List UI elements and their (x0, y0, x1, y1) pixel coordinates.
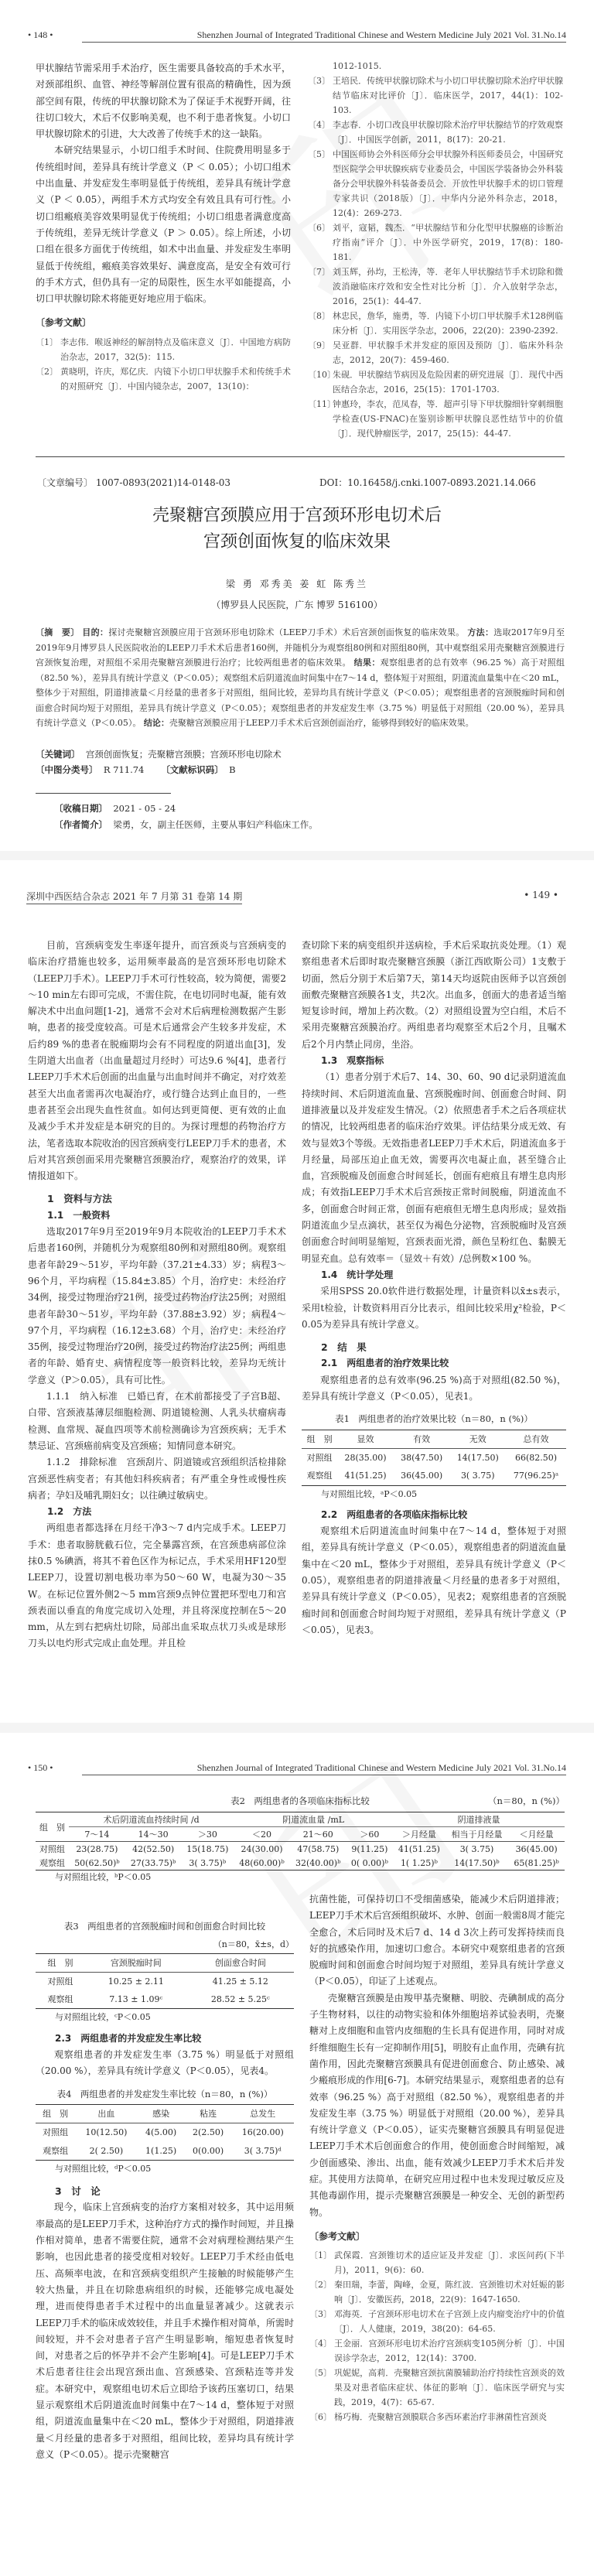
table-2-unit: （n＝80，n (%)） (487, 1795, 565, 1806)
table-cell: 1(1.25) (138, 2142, 185, 2161)
table-2-block (36, 1795, 565, 1888)
table-header-cell: ＜月经量 (508, 1827, 565, 1842)
table-cell: 观察组 (36, 2142, 75, 2161)
keywords: 宫颈创面恢复；壳聚糖宫颈膜；宫颈环形电切除术 (85, 749, 282, 760)
reference-number: 〔11〕 (308, 399, 336, 409)
reference-item (309, 2366, 565, 2410)
abstract-part-label: 目的： (82, 627, 109, 637)
table-row (36, 1972, 294, 1990)
reference-item (309, 2410, 565, 2424)
reference-number: 〔3〕 (308, 76, 330, 86)
subsection-heading: 2.2 两组患者的各项临床指标比较 (321, 1508, 468, 1520)
subsection-heading: 2.1 两组患者的治疗效果比较 (321, 1358, 449, 1369)
table-header-cell: 组 别 (302, 1430, 337, 1448)
abstract-part-label: 结论： (143, 718, 169, 728)
table-row (36, 1990, 294, 2009)
table-row (36, 1842, 565, 1857)
right-column (308, 59, 563, 441)
reference-number: 〔1〕 (309, 2250, 332, 2261)
table-3-unit: （n＝80，x̄±s，d） (213, 1939, 294, 1950)
subsection-heading: 1.3 观察指标 (321, 1055, 384, 1067)
page-number: • 149 • (524, 890, 558, 900)
table-header-cell: 无效 (449, 1430, 506, 1448)
table-1-caption: 表1 两组患者的治疗效果比较（n＝80，n (%)） (335, 1413, 533, 1425)
table-3-caption: 表3 两组患者的宫颈脱痂时间和创面愈合时间比较 (63, 1921, 266, 1932)
table-cell: 16(20.00) (241, 2127, 284, 2138)
article-number: 1007-0893(2021)14-0148-03 (95, 477, 231, 488)
table-cell: 36(45.00) (515, 1843, 558, 1854)
table-header-cell: 有效 (394, 1430, 450, 1448)
reference-item (309, 2307, 565, 2336)
reference-item (309, 2277, 565, 2307)
table-cell: 15(18.75) (186, 1843, 229, 1854)
table-4-note: 与对照组比较，ᵈP＜0.05 (55, 2163, 152, 2174)
table-cell: 3( 3.75) (459, 1843, 494, 1854)
table-2 (36, 1812, 565, 1871)
table-header-cell: 出血 (75, 2104, 137, 2123)
table-3-note: 与对照组比较，ᶜP＜0.05 (55, 2012, 151, 2023)
reference-item (308, 367, 563, 397)
table-cell: 对照组 (43, 2127, 69, 2138)
page-number: • 148 • (28, 29, 53, 40)
table-group-header: 阴道排液量 (393, 1812, 565, 1827)
reference-item (308, 265, 563, 309)
reference-text: 黄晓明，许庆，郑亿庆．内镜下小切口甲状腺手术和传统手术的对照研究〔J〕．中国内镜杂志，2007，13(10)： (60, 366, 291, 391)
reference-text: 中国医师协会外科医师分会甲状腺外科医师委员会，中国研究型医院学会甲状腺疾病专业委员会，中国医学装备协会外科装备分会甲状腺外科装备委员会．开放性甲状腺手术的切口管理专家共识（2018版）〔J〕．中华内分泌外科杂志，2018，12(4)：269-273. (333, 149, 563, 218)
table-cell: 观察组 (36, 1856, 69, 1871)
table-cell: 对照组 (39, 1844, 66, 1854)
reference-text: 巩妮妮，高莉．壳聚糖宫颈抗菌膜辅助治疗持续性宫颈炎的效果及对患者临床症状、体征的影响〔J〕．临床医学研究与实践，2019，4(7)：65-67. (334, 2368, 565, 2408)
reference-item (308, 147, 563, 220)
table-cell: 50(62.50)ᵇ (69, 1856, 125, 1871)
table-cell: 3( 3.75)ᵈ (232, 2142, 294, 2161)
table-cell: 66(82.50) (514, 1452, 558, 1463)
affiliation: （博罗县人民医院，广东 博罗 516100） (211, 600, 383, 610)
article-title (0, 503, 594, 555)
reference-text: 1012-1015. (333, 61, 382, 71)
right-column-text (302, 1507, 566, 1638)
table-cell: 4(5.00) (145, 2127, 177, 2138)
reference-item (308, 220, 563, 265)
table-header-cell: 7～14 (69, 1827, 125, 1842)
table-cell: 2(2.50) (193, 2127, 224, 2138)
reference-number: 〔10〕 (308, 370, 336, 380)
left-column (36, 60, 291, 394)
subsection-heading: 1.2 方法 (47, 1506, 92, 1518)
reference-text: 武保霞．宫颈锥切术的适应证及并发症〔J〕．求医问药(下半月)，2011，9(6)：60. (334, 2250, 565, 2276)
paragraph: 1.1.2 排除标准 宫颈刮片、阴道镜或宫颈组织活检排除宫颈恶性病变者；有其他妇科疾病者；有严重全身性或慢性疾病者；孕妇及哺乳期妇女；以往碘过敏病史。 (28, 1457, 286, 1501)
table-1 (302, 1430, 566, 1486)
abstract-part-label: 结果： (353, 658, 381, 668)
reference-item (36, 335, 291, 364)
table-cell: 48(60.00)ᵇ (234, 1856, 290, 1871)
table-cell: 9(11.25) (351, 1843, 388, 1854)
table-cell: 36(45.00) (394, 1467, 450, 1485)
page-header (28, 1762, 566, 1779)
abstract-part-text: 壳聚糖宫颈膜应用于LEEP刀手术术后宫颈创面治疗，能够得到较好的临床效果。 (169, 718, 474, 728)
reference-text: 李志春．小切口改良甲状腺切除术治疗甲状腺结节的疗效观察〔J〕．中国医学创新，2011，8(17)：20-21. (333, 120, 563, 145)
table-1-note: 与对照组比较，ᵃP＜0.05 (321, 1488, 418, 1499)
right-column-text (302, 938, 566, 1405)
table-cell: 7.13 ± 1.09ᶜ (85, 1990, 187, 2009)
journal-title: 深圳中西医结合杂志 2021 年 7 月第 31 卷第 14 期 (26, 890, 242, 904)
table-header-cell: 14～30 (125, 1827, 182, 1842)
table-cell: 47(58.75) (297, 1843, 340, 1854)
reference-number: 〔6〕 (308, 223, 330, 233)
table-row (302, 1448, 566, 1467)
doi-label: DOI： (319, 477, 348, 488)
table-2-note: 与对照组比较，ᵇP＜0.05 (55, 1872, 152, 1882)
table-cell: 41(51.25) (337, 1467, 394, 1485)
page-header (28, 29, 566, 46)
page-150 (0, 1733, 594, 2576)
reference-text: 邓海英．子宫颈环形电切术在子宫颈上皮内瘤变治疗中的价值〔J〕．人人健康，2019，38(20)：64-65. (334, 2309, 565, 2335)
table-cell: 14(17.50) (456, 1452, 499, 1463)
paragraph: 壳聚糖宫颈膜是由羧甲基壳聚糖、明胶、壳碘制成的高分子生物材料，以往的动物实验和体外细胞培养试验表明，壳聚糖对上皮细胞和血管内皮细胞的生长具有促进作用，同时对成纤维细胞生长有一定抑制作用[5]，明胶有止血作用，壳碘有抗菌作用，因此壳聚糖宫颈膜具有促进创面愈合、防止感染、减少瘢痕形成的作用[6-7]。本研究结果显示，观察组患者的总有效率（96.25 %）高于对照组（82.50 %），观察组患者的并发症发生率（3.75 %）明显低于对照组（20.00 %），差异具有统计学意义（P＜0.05），证实壳聚糖宫颈膜具有明显促进LEEP刀手术术后创面愈合的作用，使创面愈合时间缩短，减少创面感染、渗出、出血，能有效减少LEEP刀手术术后并发症。其使用方法简单，在研究应用过程中也未发现过敏反应及其他毒副作用，提示壳聚糖宫颈膜是一种安全、无创的新型药物。 (309, 1992, 565, 2218)
table-header-cell: 总有效 (506, 1430, 566, 1448)
table-cell: 14(17.50)ᵇ (446, 1856, 508, 1871)
reference-item (308, 73, 563, 118)
table-row (36, 2142, 294, 2161)
table-3 (36, 1953, 294, 2010)
table-header-cell: 粘连 (185, 2104, 232, 2123)
author-bio-label: 〔作者简介〕 (54, 819, 108, 830)
reference-text: 秦田瑞，李蕾，陶峰，金夏，陈红波．宫颈锥切术对妊娠的影响〔J〕．安徽医药，2018，22(9)：1647-1650. (334, 2280, 565, 2305)
abstract-part-text: 选取2017年9月至2019年9月博罗县人民医院收治的LEEP刀手术术后患者160例，并随机分为观察组80例和对照组80例，其中观察组采用壳聚糖宫颈膜进行宫颈恢复治理，对照组不采用壳聚糖宫颈膜进行治疗；比较两组患者的临床效果。 (36, 627, 565, 668)
table-header-cell: 组 别 (36, 2104, 75, 2123)
footnote-divider (36, 793, 171, 794)
table-cell: 10(12.50) (85, 2127, 128, 2138)
reference-number: 〔4〕 (309, 2339, 332, 2349)
paragraph: 本研究结果显示，小切口组手术时间、住院费用明显多于传统组时间，差异具有统计学意义（P ＜ 0.05）；小切口组术中出血量、并发症发生率明显低于传统组，差异具有统计学意义（P ＜ 0.05），两组手术方式均安全有效且具有可行性。小切口组瘢痕美容效果明显优于传统组；小切口组患者满意度高于传统组，差异无统计学意义（P ＞ 0.05）。综上所述，小切口组在很多方面优于传统组，如术中出血量、并发症发生率明显低于传统组，瘢痕美容效果好、满意度高，是安全有效可行的手术方式，但仍具有一定的局限性，医生水平如能提高，小切口甲状腺切除术将能更好地应用于临床。 (36, 145, 291, 305)
table-cell: 38(47.50) (401, 1452, 443, 1463)
table-header-cell: 宫颈脱痂时间 (85, 1953, 187, 1972)
footnote (54, 801, 318, 833)
keywords-block (36, 746, 282, 777)
table-cell: 24(30.00) (241, 1843, 283, 1854)
journal-title: Shenzhen Journal of Integrated Traditional Chinese and Western Medicine July 2021 Vol. 31.No.14 (82, 1762, 566, 1775)
subsection-heading: 1.1 一般资料 (47, 1209, 111, 1221)
reference-item (308, 309, 563, 338)
reference-number: 〔3〕 (309, 2309, 332, 2320)
page-148 (0, 0, 594, 851)
received-label: 〔收稿日期〕 (54, 803, 108, 814)
table-header-cell: 感染 (138, 2104, 185, 2123)
reference-number: 〔4〕 (308, 120, 330, 130)
table-header-cell: 21～60 (290, 1827, 346, 1842)
reference-text: 王金丽．宫颈环形电切术治疗宫颈病变105例分析〔J〕．中国误诊学杂志，2012，12(14)：3700. (334, 2339, 565, 2364)
reference-text: 吴亚群．甲状腺手术并发症的原因及预防〔J〕．临床外科杂志，2012，20(7)：459-460. (333, 340, 563, 365)
paragraph: 查切除下来的病变组织并送病检，手术后采取抗炎处理。（1）观察组患者术后即时取壳聚糖宫颈膜（浙江西欧斯公司）1支敷于切面，然后分别于术后第7天，第14天均返院由医师予以宫颈创面敷壳聚糖宫颈膜各1支，共2次。出血多，创面大的患者适当缩短复诊时间，增加上药次数。（2）对照组设置为空白组，术后不采用壳聚糖宫颈膜治疗。两组患者均观察至术后2个月，且嘱术后2个月内禁止同房，坐浴。 (302, 940, 566, 1050)
paragraph: 现今，临床上宫颈病变的治疗方案相对较多，其中运用频率最高的是LEEP刀手术，这种治疗方式的操作时间短，并且操作相对简单，患者不需要住院，通常不会对病理检测结果产生影响，也因此患者的接受度相对较好。LEEP刀手术经由低电压、高频率电波，在和宫颈病变组织产生接触的时候能够产生较大热量，并且在切除患病组织的时候，还能够完成电凝处理，进而使得患者手术过程中的出血量显著减少。这就表示LEEP刀手术的临床成效较佳，并且手术操作相对简单，所需时间较短，并不会对患者子宫产生明显影响，缩短患者恢复时间，对患者之后的怀孕并不会产生影响[4]。可是LEEP刀手术术后患者往往会出现宫颈出血、宫颈感染、宫颈粘连等并发症。本研究中，观察组电切术后立即给予该药压塞切口，结果显示观察组术后阴道流血时间集中在7～14 d，整体短于对照组，阴道流血量集中在＜20 mL，整体少于对照组，阴道排液量＜月经量的患者多于对照组，组间比较，差异均具有统计学意义（P＜0.05）。提示壳聚糖宫 (36, 2202, 294, 2460)
table-group-header: 阴道流血量 /mL (234, 1812, 393, 1827)
paragraph: 采用SPSS 20.0软件进行数据处理，计量资料以x̄±s表示，采用t检验，计数资料用百分比表示，组间比较采用χ²检验，P＜0.05为差异具有统计学意义。 (302, 1286, 566, 1330)
table-header-cell: 相当于月经量 (446, 1827, 508, 1842)
right-column (302, 938, 566, 1638)
reference-number: 〔1〕 (36, 337, 58, 347)
reference-text: 朱砚．甲状腺结节病因及危险因素的研究进展〔J〕．现代中西医结合杂志，2016，25(15)：1701-1703. (333, 370, 563, 395)
table-row (36, 2123, 294, 2142)
table-cell: 观察组 (36, 1990, 85, 2009)
clc-label: 〔中图分类号〕 (36, 764, 98, 775)
table-cell: 65(81.25)ᵇ (508, 1856, 565, 1871)
reference-text: 刘玉辉，孙均，王松涛，等．老年人甲状腺结节手术切除和微波消融临床疗效和安全性对比分析〔J〕．介入放射学杂志，2016，25(1)：44-47. (333, 267, 563, 306)
abstract-label: 〔摘 要〕 (36, 627, 80, 637)
section-heading: 3 讨 论 (55, 2185, 101, 2198)
table-row (302, 1467, 566, 1485)
table-cell: 42(52.50) (132, 1843, 175, 1854)
table-cell: 28.52 ± 5.25ᶜ (187, 1990, 294, 2009)
doc-code: B (229, 764, 236, 775)
abstract-part-text: 观察组患者的总有效率（96.25 %）高于对照组（82.50 %），差异具有统计学意义（P＜0.05）；观察组术后阴道流血时间集中在7～14 d，整体短于对照组，阴道流血量集中在＜20 mL，整体少于对照组，阴道排液量＜月经量的患者多于对照组，组间比较，差异均具有统计学意义（P＜0.05）；观察组患者的宫颈脱痂时间和创面愈合时间均短于对照组，差异具有统计学意义（P＜0.05）；观察组患者的并发症发生率（3.75 %）明显低于对照组（20.00 %），差异具有统计学意义（P＜0.05）。 (36, 658, 565, 728)
table-cell: 1( 1.25)ᵇ (393, 1856, 446, 1871)
table-header-cell: ＜20 (234, 1827, 290, 1842)
table-4-caption: 表4 两组患者的并发症发生率比较（n＝80，n (%)） (56, 2088, 273, 2099)
reference-number: 〔9〕 (308, 340, 330, 350)
paragraph: 目前，宫颈病变发生率逐年提升，而宫颈炎与宫颈病变的临床治疗措施也较多，运用频率最高的是宫颈环形电切除术（LEEP刀手术）。LEEP刀手术可行性较高，较为简便，需要2～10 min左右即可完成，不需住院，在电切同时电凝，能有效解决术中出血问题[1-2]，通常不会对术后病理检测数据产生影响，患者的接受度较高。可是术后通常会产生较多并发症，术后约89 %的患者在脱痂期均会有不同程度的阴道出血[3]，发生阴道大出血者（出血量超过月经时）可达9.6 %[4]，患者行LEEP刀手术术后创面的出血量与出血时间并不确定，对疗效差甚至大出血者需再次电凝治疗，或行缝合达到止血目的，一些患者甚至会出现失血性贫血。如何达到更简便、更有效的止血及减少手术并发症是本研究的目的。为探讨理想的药物治疗方法，笔者选取本院收治的因宫颈病变行LEEP刀手术的患者，术后对其宫颈创面采用壳聚糖宫颈膜治疗，观察治疗的效果，详情报道如下。 (28, 940, 286, 1182)
table-cell: 27(33.75)ᵇ (125, 1856, 182, 1871)
abstract-part-text: 探讨壳聚糖宫颈膜应用于宫颈环形电切除术（LEEP刀手术）术后宫颈创面恢复的临床效果。 (108, 627, 465, 637)
reference-item (308, 59, 563, 73)
table-cell: 对照组 (306, 1452, 333, 1463)
table-cell: 41(51.25) (398, 1843, 440, 1854)
reference-item (308, 397, 563, 441)
section-heading: 1 资料与方法 (47, 1193, 112, 1205)
reference-number (308, 59, 333, 73)
table-cell: 32(40.00)ᵇ (290, 1856, 346, 1871)
reference-item (308, 338, 563, 367)
clc-number: R 711.74 (103, 764, 145, 775)
left-column (36, 1912, 294, 2463)
table-cell: 3( 3.75)ᵇ (182, 1856, 234, 1871)
table-header-cell: ＞60 (346, 1827, 394, 1842)
reference-number: 〔5〕 (309, 2368, 332, 2379)
table-row (36, 1856, 565, 1871)
page-header (26, 890, 566, 907)
paragraph: 选取2017年9月至2019年9月本院收治的LEEP刀手术术后患者160例，并随机分为观察组80例和对照组80例。观察组患者年龄29～51岁，平均年龄（37.21±4.33）岁；病程3～96个月，平均病程（15.84±3.85）个月，治疗史：未经治疗34例，接受过物理治疗21例，接受过药物治疗法25例；对照组患者年龄30～51岁，平均年龄（37.88±3.92）岁；病程4～97个月，平均病程（16.12±3.68）个月，治疗史：未经治疗35例，接受过物理治疗20例，接受过药物治疗法25例；两组患者的年龄、婚育史、病情程度等一般资料比较，差异均无统计学意义（P＞0.05），具有可比性。 (28, 1226, 286, 1385)
left-column (28, 938, 286, 1652)
table-cell: 0(0.00) (185, 2142, 232, 2161)
references-heading: 〔参考文献〕 (309, 2230, 366, 2242)
table-cell: 23(28.75) (76, 1843, 118, 1854)
table-group-header: 术后阴道流血持续时间 /d (69, 1812, 234, 1827)
reference-text: 钟惠玲，李农，范凤春，等．超声引导下甲状腺细针穿刺细胞学检查(US-FNAC)在鉴别诊断甲状腺良恶性结节中的价值〔J〕．现代肿瘤医学，2017，25(15)：44-47. (333, 399, 563, 439)
paragraph: 甲状腺结节需采用手术治疗，医生需要具备较高的手术水平，对颈部组织、血管、神经等解剖位置有很高的精确性，因为颈部空间有限，传统的甲状腺切除术为了保证手术视野开阔，往往切口较大，术后不仅影响美观，也不利于患者恢复。小切口甲状腺切除术的引进，大大改善了传统手术的这一缺陷。 (36, 63, 291, 140)
table-cell: 28(35.00) (344, 1452, 387, 1463)
table-header-cell: ＞30 (182, 1827, 234, 1842)
table-header-cell: 显效 (337, 1430, 394, 1448)
references-list (36, 335, 291, 394)
section-heading: 2.3 两组患者的并发症发生率比较 (55, 2032, 202, 2044)
references-list (309, 2248, 565, 2424)
paragraph: 1.1.1 纳入标准 已婚已育，在术前都接受了子宫B超、白带、宫颈液基薄层细胞检测、阴道镜检测、人乳头状瘤病毒检测、血常规、凝血四项等术前检测确诊为宫颈疾病；无手术禁忌证、宫颈癌前病变及宫颈癌；知情同意本研究。 (28, 1391, 286, 1451)
section-heading: 2 结 果 (321, 1341, 367, 1354)
journal-title: Shenzhen Journal of Integrated Traditional Chinese and Western Medicine July 2021 Vol. 31.No.14 (82, 29, 566, 43)
title-line: 壳聚糖宫颈膜应用于宫颈环形电切术后 (152, 506, 442, 525)
title-line: 宫颈创面恢复的临床效果 (203, 532, 391, 552)
paragraph: 观察组患者的并发症发生率（3.75 %）明显低于对照组（20.00 %），差异具有统计学意义（P＜0.05），见表4。 (36, 2049, 294, 2077)
references-list (308, 59, 563, 441)
subsection-heading: 1.4 统计学处理 (321, 1269, 394, 1280)
table-cell: 2( 2.50) (75, 2142, 137, 2161)
reference-text: 刘平，寇韬，魏杰．“甲状腺结节和分化型甲状腺癌的诊断治疗指南”评介〔J〕．中外医学研究，2019，17(8)：180-181. (333, 223, 563, 262)
doi: 10.16458/j.cnki.1007-0893.2021.14.066 (347, 477, 536, 488)
references-heading: 〔参考文献〕 (36, 317, 92, 329)
reference-item (308, 118, 563, 147)
table-cell: 10.25 ± 2.11 (108, 1976, 164, 1987)
received-date: 2021 - 05 - 24 (113, 803, 176, 814)
author-bio: 梁勇，女，副主任医师，主要从事妇产科临床工作。 (113, 819, 318, 830)
reference-number: 〔2〕 (36, 366, 58, 377)
doc-code-label: 〔文献标识码〕 (161, 764, 224, 775)
reference-text: 李志伟．喉返神经的解剖特点及临床意义〔J〕．中国地方病防治杂志，2017，32(5)：115. (60, 337, 291, 362)
table-cell: 对照组 (47, 1976, 73, 1987)
abstract (36, 625, 565, 731)
reference-item (309, 2248, 565, 2277)
keywords-label: 〔关键词〕 (36, 749, 80, 760)
table-2-caption: 表2 两组患者的各项临床指标比较 (230, 1795, 370, 1806)
article-meta (37, 476, 557, 489)
paragraph: 抗菌性能，可保持切口不受细菌感染，能减少术后阴道排液；LEEP刀手术术后宫颈组织破坏、水肿、创面一般需8周才能完全愈合，术后同时及术后7 d、14 d 3次上药可发挥持续而良好的抗感染作用，加速切口愈合。本研究中观察组患者的宫颈脱痂时间和创面愈合时间均短于对照组，差异具有统计学意义（P＜0.05），印证了上述观点。 (309, 1894, 565, 1987)
divider (36, 456, 565, 457)
table-cell: 77(96.25)ᵃ (506, 1467, 566, 1485)
reference-text: 杨巧梅．壳聚糖宫颈膜联合多西环素治疗非淋菌性宫颈炎 (334, 2412, 547, 2423)
authors: 梁 勇 邓秀美 姜 虹 陈秀兰 (225, 579, 369, 589)
reference-text: 林忠民，詹华，施勇，等．内镜下小切口甲状腺手术128例临床分析〔J〕．实用医学杂志，2006，22(20)：2390-2392. (333, 311, 563, 336)
table-header-cell: 组 别 (36, 1953, 85, 1972)
table-cell: 3( 3.75) (449, 1467, 506, 1485)
right-column (309, 1891, 565, 2424)
reference-item (36, 364, 291, 394)
reference-number: 〔6〕 (309, 2412, 332, 2423)
table-header-cell: 组 别 (36, 1812, 69, 1842)
article-number-label: 〔文章编号〕 (37, 477, 94, 488)
table-cell: 观察组 (302, 1467, 337, 1485)
paragraph: （1）患者分别于术后7、14、30、60、90 d记录阴道流血持续时间、术后阴道流血量、宫颈脱痂时间、创面愈合时间、阴道排液量以及并发症发生情况。（2）依照患者手术之后各项症状的情况，比较两组患者的临床治疗效果。评估结果分成无效、有效与显效3个等级。无效指患者LEEP刀手术术后，阴道流血多于月经量，局部压迫止血无效，需要再次电凝止血，甚至缝合止血，宫颈脱痂及创面愈合时间延长，创面有疤痕且有增生息肉形成；有效指LEEP刀手术术后宫颈按正常时间脱痂，阴道流血不多，创面愈合时间正常，创面有疤痕但无增生息肉形成；显效指阴道流血少呈点滴状，甚至仅为褐色分泌物，宫颈脱痂时及宫颈创面愈合时间明显缩短，宫颈表面光滑，颜色呈粉红色、黏膜无明显充血。总有效率＝（显效＋有效）/总例数×100 %。 (302, 1071, 566, 1264)
reference-text: 王培民．传统甲状腺切除术与小切口甲状腺切除术治疗甲状腺结节临床对比评价〔J〕．临床医学，2017，44(1)：102-103. (333, 76, 563, 115)
table-4 (36, 2104, 294, 2161)
reference-item (309, 2336, 565, 2366)
paragraph: 两组患者都选择在月经干净3～7 d内完成手术。LEEP刀手术：患者取膀胱截石位，完全暴露宫颈，在宫颈患病部位涂抹0.5 %碘酒，将其不着色区作为标记点，手术采用HF120型LEEP刀，设置切割电极功率为50～60 W，电凝为30～35 W。在标记位置外侧2～5 mm宫颈9点钟位置把环型电刀和宫颈表面以垂直的角度完成切入处理，并且将深度控制在5～20 mm，从左到右把病灶切除，局部出血采取点状刀头或是球形刀头以电灼形式完成止血处理。并且检 (28, 1522, 286, 1649)
table-header-cell: 总发生 (232, 2104, 294, 2123)
paragraph: 观察组患者的总有效率(96.25 %)高于对照组(82.50 %)，差异具有统计学意义（P＜0.05），见表1。 (302, 1374, 566, 1402)
reference-number: 〔2〕 (309, 2280, 332, 2291)
reference-number: 〔8〕 (308, 311, 330, 321)
paragraph: 观察组术后阴道流血时间集中在7～14 d，整体短于对照组，差异具有统计学意义（P＜0.05），观察组患者的阴道流血量集中在＜20 mL，整体少于对照组，差异具有统计学意义（P＜0.05），观察组患者的阴道排液量＜月经量的患者多于对照组，差异具有统计学意义（P＜0.05），见表2；观察组患者的宫颈脱痂时间和创面愈合时间均短于对照组，差异具有统计学意义（P＜0.05），见表3。 (302, 1525, 566, 1635)
table-cell: 41.25 ± 5.12 (212, 1976, 268, 1987)
table-header-cell: ＞月经量 (393, 1827, 446, 1842)
table-cell: 0( 0.00)ᵇ (346, 1856, 394, 1871)
page-number: • 150 • (28, 1762, 53, 1773)
reference-number: 〔5〕 (308, 149, 330, 159)
page-149 (0, 860, 594, 1723)
table-header-cell: 创面愈合时间 (187, 1953, 294, 1972)
abstract-part-label: 方法： (467, 627, 494, 637)
reference-number: 〔7〕 (308, 267, 330, 277)
